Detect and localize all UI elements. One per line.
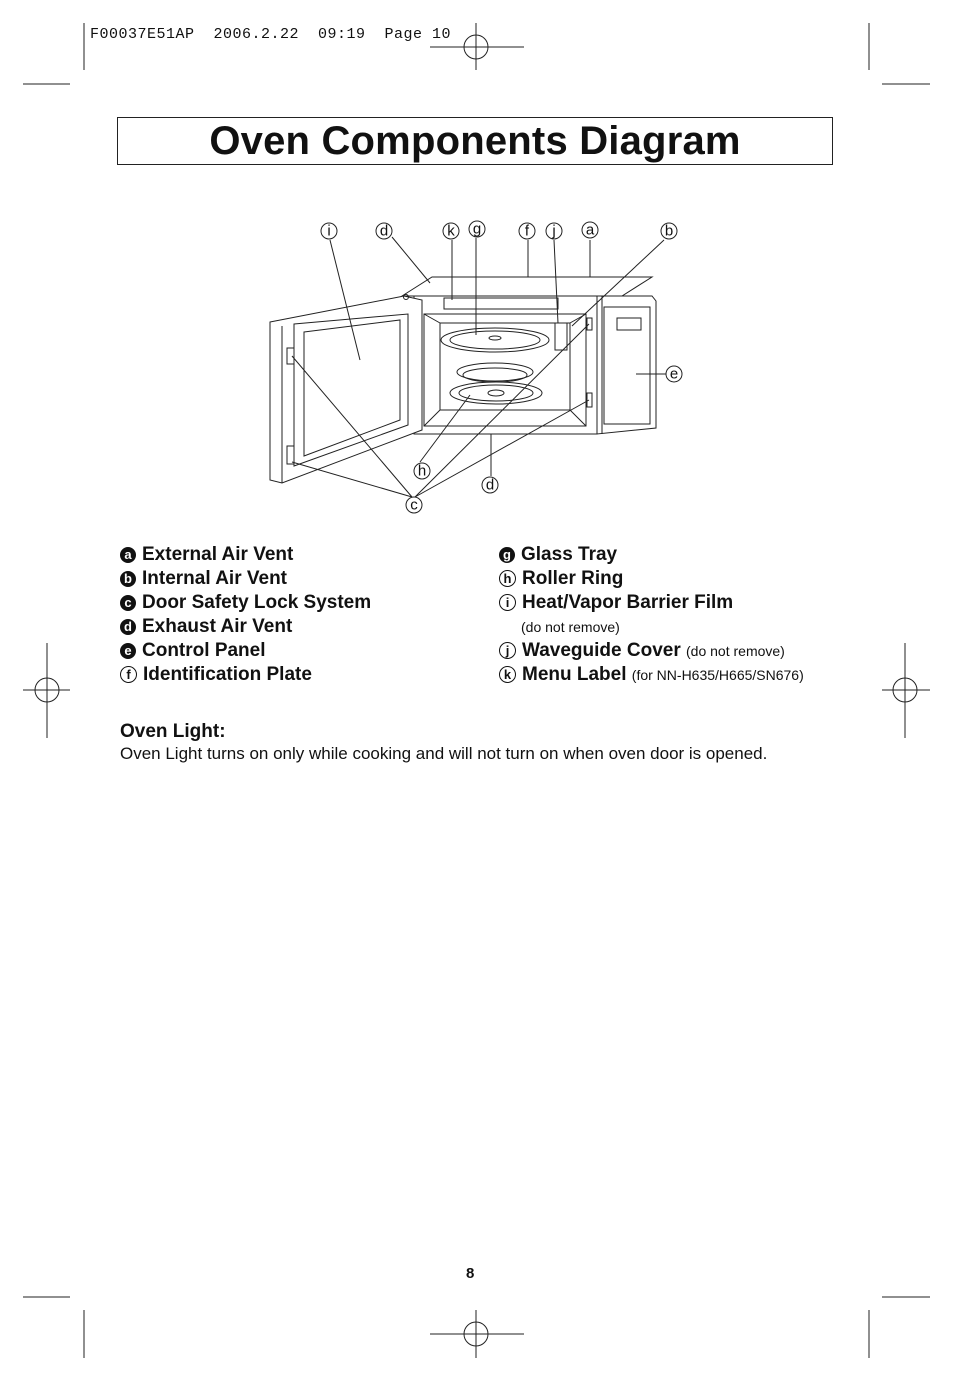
legend-label: Roller Ring <box>522 568 624 589</box>
legend-label: Door Safety Lock System <box>142 592 372 613</box>
svg-text:d: d <box>485 476 495 494</box>
letter-badge: e <box>120 643 136 659</box>
svg-text:i: i <box>327 222 331 240</box>
legend-label: Control Panel <box>142 640 266 661</box>
legend-item-j <box>499 639 804 663</box>
page-title: Oven Components Diagram <box>209 119 741 163</box>
legend-label: External Air Vent <box>142 544 294 565</box>
legend-note-k: (for NN-H635/H665/SN676) <box>631 667 804 683</box>
legend-right <box>499 543 804 687</box>
callout-i-top <box>321 223 337 240</box>
letter-badge: c <box>120 595 136 611</box>
legend-item-h <box>499 567 804 591</box>
letter-badge: g <box>499 547 515 563</box>
callout-j-top <box>546 223 562 240</box>
callout-b-top <box>661 223 677 240</box>
svg-text:d: d <box>379 222 389 240</box>
page-number: 8 <box>466 1265 475 1282</box>
oven-light-heading: Oven Light: <box>120 721 226 742</box>
legend-left <box>120 543 371 687</box>
legend-item-b <box>120 567 371 591</box>
legend-item-k <box>499 663 804 687</box>
letter-badge: b <box>120 571 136 587</box>
callout-k-top <box>443 223 459 240</box>
letter-badge: d <box>120 619 136 635</box>
letter-badge: k <box>499 666 516 683</box>
legend-label: Exhaust Air Vent <box>142 616 293 637</box>
legend-label: Identification Plate <box>143 664 312 685</box>
callout-f-top <box>519 223 535 240</box>
oven-light-text: Oven Light turns on only while cooking and will not turn on when oven door is opened. <box>120 744 768 763</box>
legend-label: Waveguide Cover <box>522 640 681 661</box>
svg-text:b: b <box>664 222 674 240</box>
letter-badge: j <box>499 642 516 659</box>
legend-item-g <box>499 543 804 567</box>
svg-text:g: g <box>472 220 482 238</box>
callout-d-bottom <box>482 477 498 494</box>
letter-badge: i <box>499 594 516 611</box>
legend-item-d <box>120 615 371 639</box>
letter-badge: h <box>499 570 516 587</box>
print-header: F00037E51AP 2006.2.22 09:19 Page 10 <box>90 26 452 43</box>
legend-item-e <box>120 639 371 663</box>
callout-g-top <box>469 221 485 238</box>
svg-text:e: e <box>669 365 679 383</box>
svg-text:a: a <box>585 221 595 239</box>
letter-badge: a <box>120 547 136 563</box>
svg-text:h: h <box>417 462 427 480</box>
legend-label: Internal Air Vent <box>142 568 287 589</box>
legend-label: Menu Label <box>522 664 627 685</box>
callout-d-top <box>376 223 392 240</box>
legend-label: Heat/Vapor Barrier Film <box>522 592 734 613</box>
svg-text:c: c <box>410 496 418 514</box>
legend-item-a <box>120 543 371 567</box>
oven-drawing <box>270 237 666 497</box>
callout-e-right <box>666 366 682 383</box>
callout-a-top <box>582 222 598 239</box>
svg-text:k: k <box>447 222 455 240</box>
letter-badge: f <box>120 666 137 683</box>
legend-item-i <box>499 591 804 615</box>
svg-text:j: j <box>552 222 556 240</box>
callout-c-bottom <box>406 497 422 514</box>
legend-item-c <box>120 591 371 615</box>
legend-label: Glass Tray <box>521 544 618 565</box>
svg-text:f: f <box>524 222 530 240</box>
callout-h-bottom <box>414 463 430 480</box>
legend-note-i: (do not remove) <box>521 619 620 635</box>
legend-item-f <box>120 663 371 687</box>
legend-note-j: (do not remove) <box>686 643 785 659</box>
